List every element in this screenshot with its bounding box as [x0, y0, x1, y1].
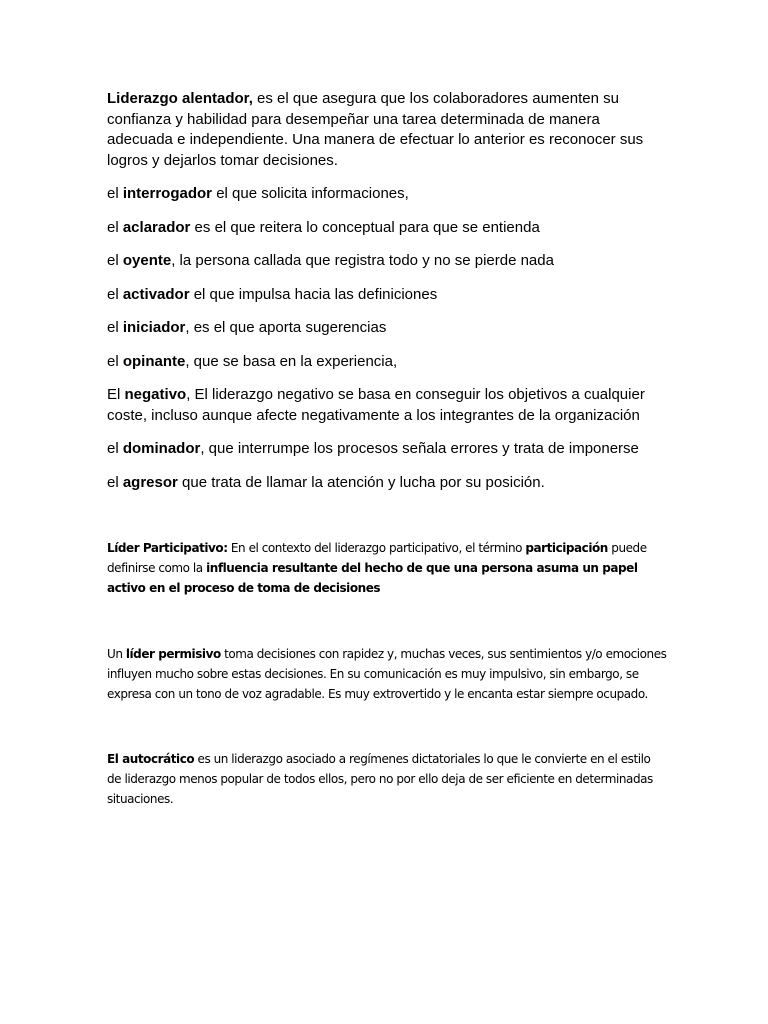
term-lider-participativo: Líder Participativo:: [107, 541, 228, 555]
role-description: , la persona callada que registra todo y no se pierde nada: [171, 252, 554, 269]
role-prefix: el: [107, 440, 123, 457]
role-term: agresor: [122, 473, 178, 491]
body-text: Un: [107, 647, 126, 661]
spacer: [107, 598, 667, 644]
paragraph-liderazgo-alentador: [107, 89, 667, 171]
role-oyente: [107, 251, 667, 272]
role-term: activador: [122, 285, 190, 303]
role-term: interrogador: [122, 185, 213, 202]
role-description: es el que reitera lo conceptual para que se entienda: [190, 218, 540, 236]
role-iniciador: [107, 318, 667, 339]
role-dominador: [107, 439, 667, 460]
role-prefix: el: [107, 473, 123, 491]
role-prefix: el: [107, 218, 123, 236]
term-participacion: participación: [525, 541, 608, 555]
term-lider-permisivo: líder permisivo: [125, 647, 221, 661]
body-text: En el contexto del liderazgo participativo, el término: [227, 541, 526, 555]
role-prefix: el: [107, 319, 123, 336]
paragraph-lider-permisivo: [107, 644, 667, 704]
role-prefix: El: [107, 386, 125, 403]
paragraph-autocratico: [107, 749, 667, 809]
body-text: es un liderazgo asociado a regímenes dictatoriales lo que le convierte en el estilo de liderazgo menos popular de todos ellos, pero no por ello deja de ser eficiente en determinadas situaciones.: [107, 752, 653, 806]
definition-text: es el que asegura que los colaboradores aumenten su confianza y habilidad para desempeñar una tarea determinada de manera adecuada e independiente. Una manera de efectuar lo anterior es reconocer sus logros y dejarlos tomar decisiones.: [107, 90, 644, 169]
role-description: , es el que aporta sugerencias: [185, 319, 387, 336]
role-term: aclarador: [122, 218, 191, 236]
body-text: toma decisiones con rapidez y, muchas veces, sus sentimientos y/o emociones influyen mucho sobre estas decisiones. En su comunicación es muy impulsivo, sin embargo, se expresa con un tono de voz agradable. Es muy extrovertido y le encanta estar siempre ocupado.: [107, 647, 667, 701]
role-prefix: el: [107, 185, 123, 202]
role-prefix: el: [107, 285, 123, 303]
role-opinante: [107, 352, 667, 373]
role-term: dominador: [122, 440, 201, 457]
role-negativo: [107, 385, 667, 426]
role-agresor: [107, 473, 667, 494]
role-term: oyente: [122, 252, 172, 269]
role-prefix: el: [107, 352, 123, 370]
term-liderazgo-alentador: Liderazgo alentador,: [107, 90, 253, 107]
role-term: negativo: [124, 386, 187, 403]
role-description: , que se basa en la experiencia,: [185, 352, 398, 370]
role-description: el que impulsa hacia las definiciones: [189, 285, 438, 303]
term-autocratico: El autocrático: [107, 752, 195, 766]
role-term: iniciador: [122, 319, 186, 336]
role-term: opinante: [122, 352, 186, 370]
role-description: que trata de llamar la atención y lucha por su posición.: [177, 473, 545, 491]
term-influencia: influencia resultante del hecho de que una persona asuma un papel activo en el proceso de toma de decisiones: [107, 561, 638, 595]
role-activador: [107, 285, 667, 306]
document-page: [107, 89, 667, 809]
role-description: , que interrumpe los procesos señala errores y trata de imponerse: [200, 440, 639, 457]
body-text: puede definirse como la: [107, 541, 647, 575]
spacer: [107, 506, 667, 538]
role-prefix: el: [107, 252, 123, 269]
role-description: , El liderazgo negativo se basa en conseguir los objetivos a cualquier coste, incluso aunque afecte negativamente a los integrantes de la organización: [107, 386, 645, 424]
spacer: [107, 704, 667, 749]
paragraph-lider-participativo: [107, 538, 667, 598]
role-interrogador: [107, 184, 667, 205]
role-description: el que solicita informaciones,: [212, 185, 409, 202]
role-aclarador: [107, 218, 667, 239]
